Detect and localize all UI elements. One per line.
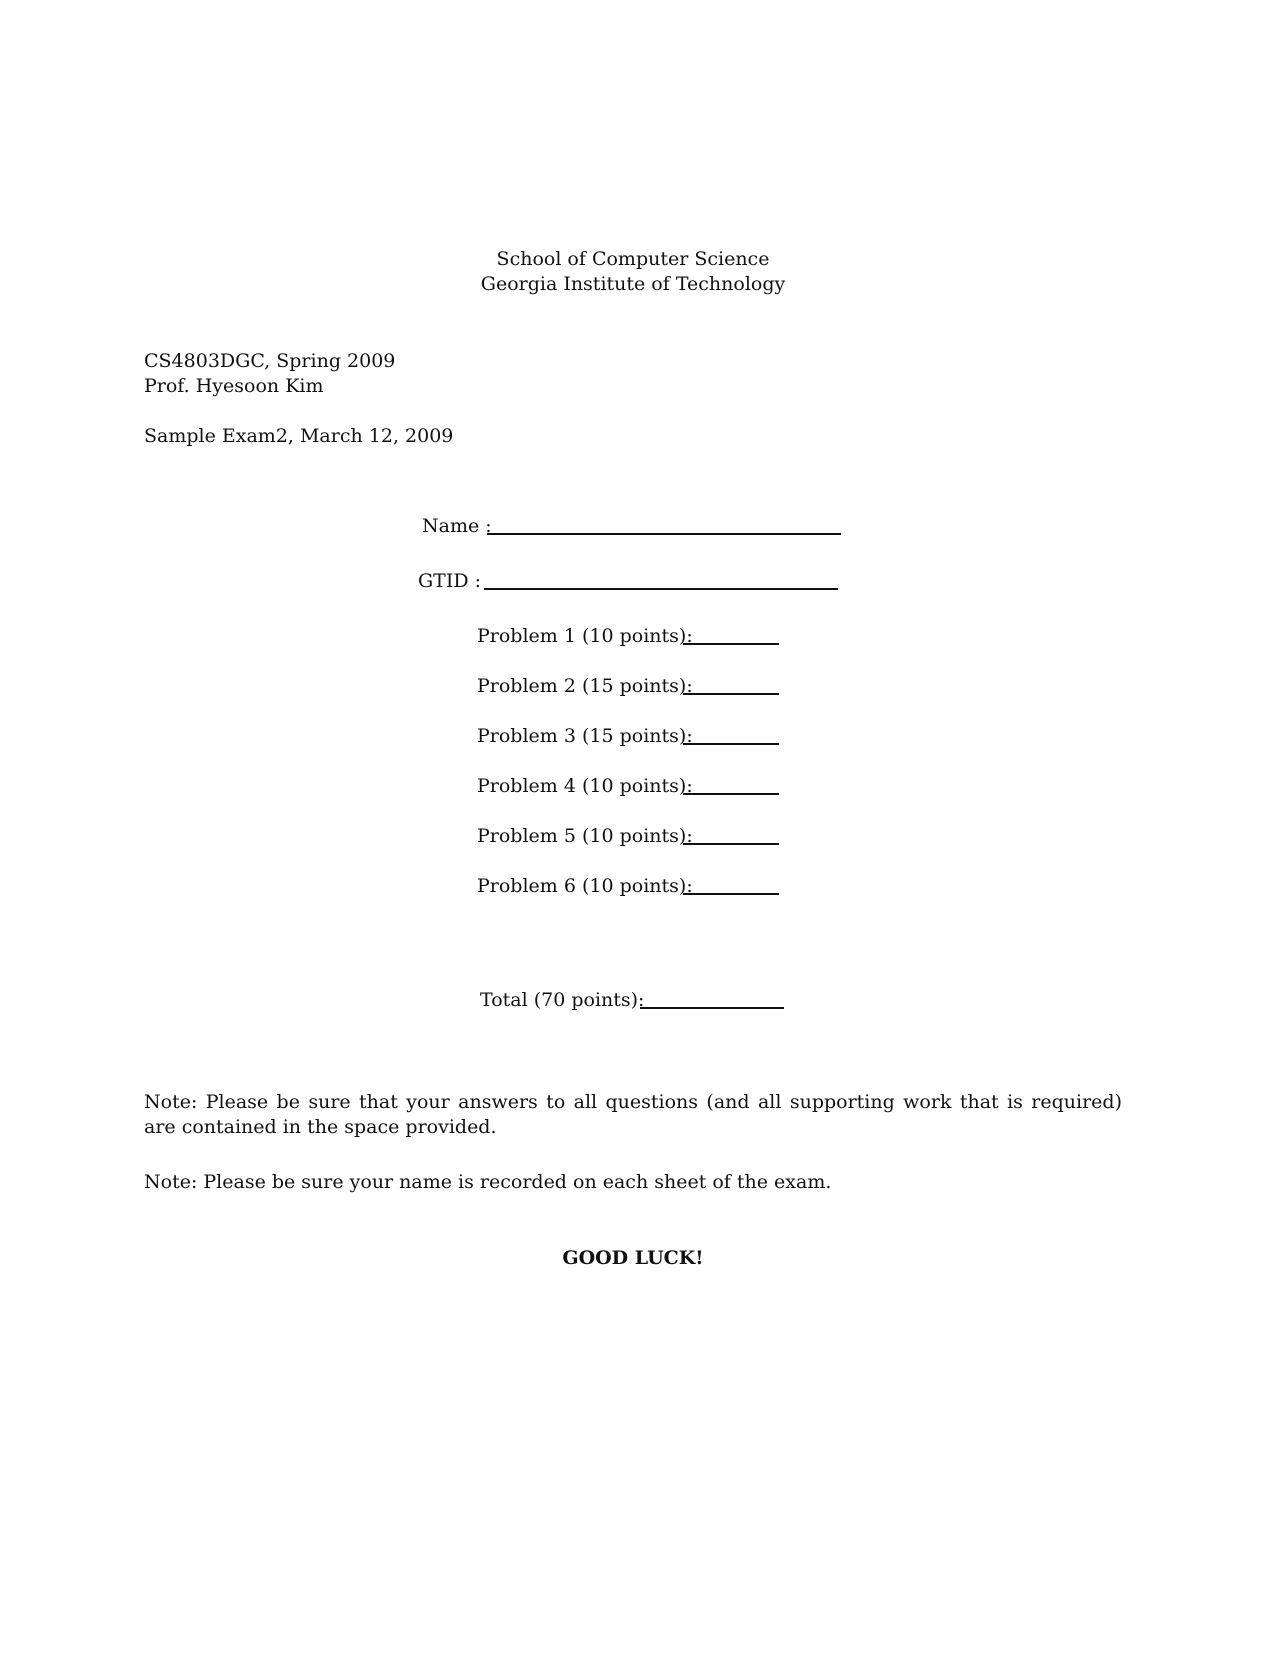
problem-1-score-line[interactable] [683, 643, 779, 645]
problem-4-label: Problem 4 (10 points): [477, 775, 693, 797]
problem-6-score-line[interactable] [683, 893, 779, 895]
exam-title-date: Sample Exam2, March 12, 2009 [144, 425, 454, 447]
problem-4-score-line[interactable] [683, 793, 779, 795]
problem-5-score-line[interactable] [683, 843, 779, 845]
name-blank-line[interactable] [487, 533, 841, 535]
course-instructor: Prof. Hyesoon Kim [144, 375, 324, 397]
note-name-each-sheet: Note: Please be sure your name is recorded on each sheet of the exam. [144, 1171, 832, 1193]
problem-2-label: Problem 2 (15 points): [477, 675, 693, 697]
problem-3-label: Problem 3 (15 points): [477, 725, 693, 747]
total-score-line[interactable] [640, 1007, 784, 1009]
name-label: Name : [422, 515, 492, 537]
gtid-blank-line[interactable] [484, 588, 838, 590]
good-luck-heading: GOOD LUCK! [562, 1247, 704, 1269]
course-code-term: CS4803DGC, Spring 2009 [144, 350, 396, 372]
header-school: School of Computer Science [496, 248, 770, 270]
problem-3-score-line[interactable] [683, 743, 779, 745]
total-label: Total (70 points): [480, 989, 645, 1011]
note-answers-space: Note: Please be sure that your answers to all questions (and all supporting work that is required) are contained in the space provided. [144, 1091, 1122, 1138]
gtid-label: GTID : [418, 570, 482, 592]
problem-5-label: Problem 5 (10 points): [477, 825, 693, 847]
header-institute: Georgia Institute of Technology [480, 273, 786, 295]
problem-1-label: Problem 1 (10 points): [477, 625, 693, 647]
problem-6-label: Problem 6 (10 points): [477, 875, 693, 897]
problem-2-score-line[interactable] [683, 693, 779, 695]
